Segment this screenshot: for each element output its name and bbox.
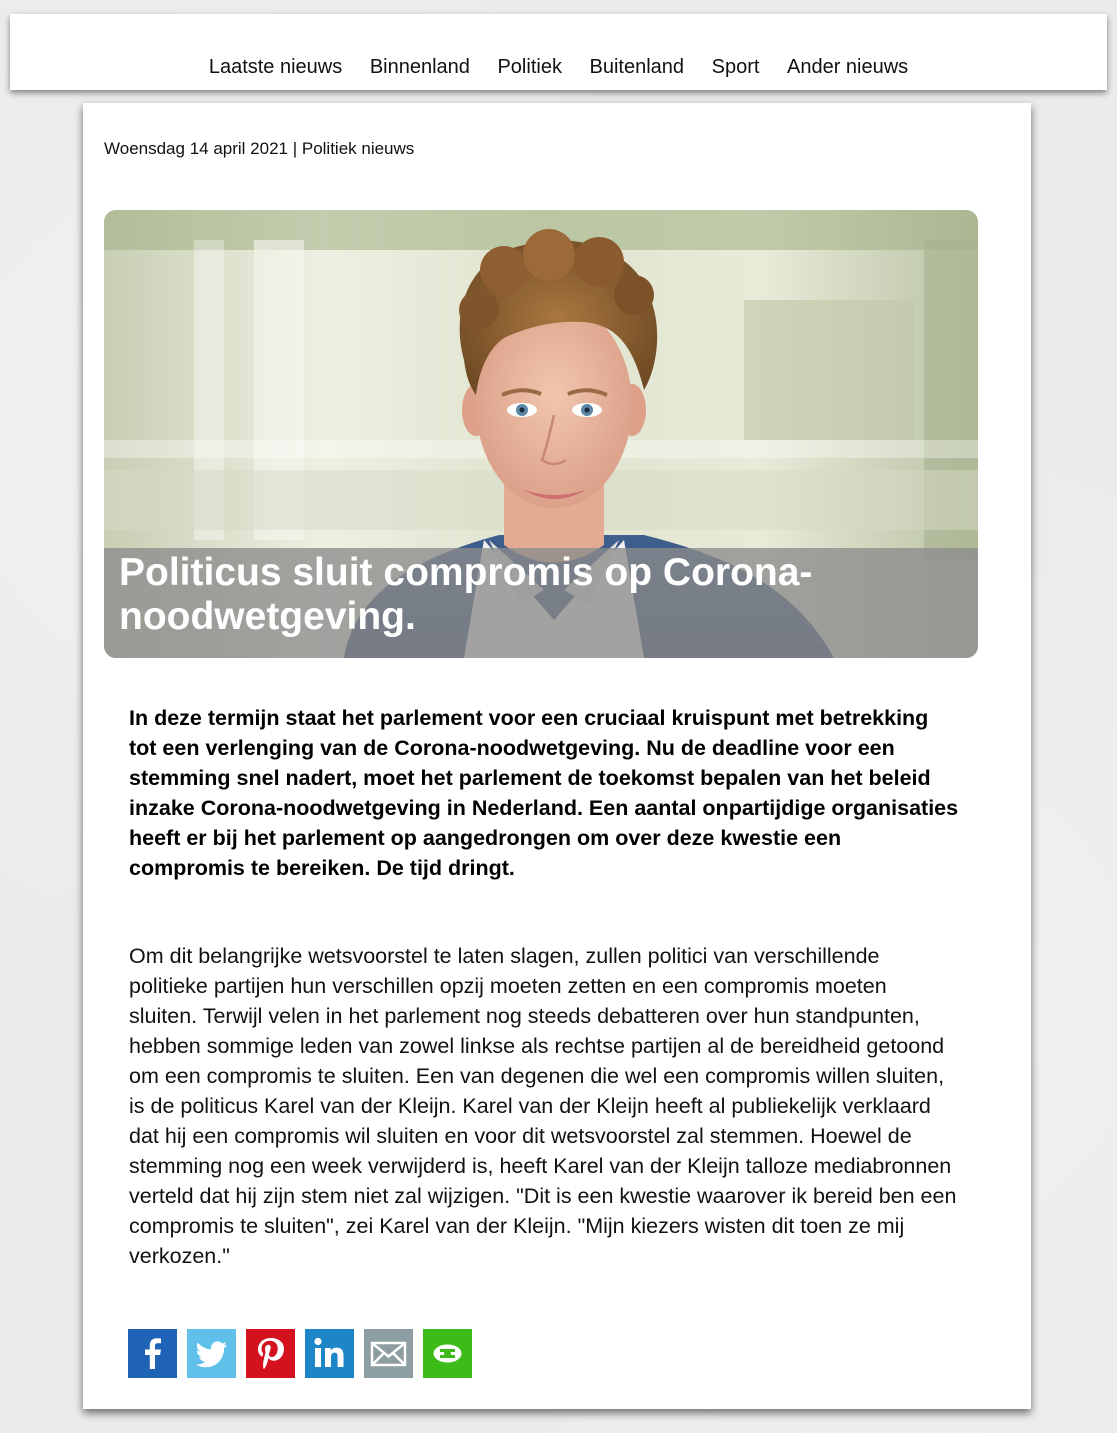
share-email-button[interactable] — [364, 1329, 413, 1378]
article-headline: Politicus sluit compromis op Corona-noodwetgeving. — [119, 551, 813, 638]
email-icon — [364, 1329, 413, 1378]
article-body: Om dit belangrijke wetsvoorstel te laten slagen, zullen politici van verschillende politieke partijen hun verschillen opzij moeten zetten en een compromis moeten sluiten. Terwijl velen in het parlement nog steeds debatteren over hun standpunten, hebben sommige leden van zowel linkse als rechtse partijen al de bereidheid getoond om een compromis te sluiten. Een van degenen die wel een compromis willen sluiten, is de politicus Karel van der Kleijn. Karel van der Kleijn heeft al publiekelijk verklaard dat hij een compromis wil sluiten en voor dit wetsvoorstel zal stemmen. Hoewel de stemming nog een week verwijderd is, heeft Karel van der Kleijn talloze mediabronnen verteld dat hij zijn stem niet zal wijzigen. "Dit is een kwestie waarover ik bereid ben een compromis te sluiten", zei Karel van der Kleijn. "Mijn kiezers wisten dit toen ze mij verkozen." — [129, 944, 957, 1268]
pinterest-icon — [246, 1329, 295, 1378]
article-card — [83, 103, 1031, 1409]
share-facebook-button[interactable] — [128, 1329, 177, 1378]
nav-ander-nieuws[interactable]: Ander nieuws — [786, 56, 909, 78]
article-lead: In deze termijn staat het parlement voor een cruciaal kruispunt met betrekking tot een verlenging van de Corona-noodwetgeving. Nu de deadline voor een stemming snel nadert, moet het parlement de toekomst bepalen van het beleid inzake Corona-noodwetgeving in Nederland. Een aantal onpartijdige organisaties heeft er bij het parlement op aangedrongen om over deze kwestie een compromis te bereiken. De tijd dringt. — [129, 706, 959, 880]
hero-image — [104, 210, 978, 658]
share-twitter-button[interactable] — [187, 1329, 236, 1378]
nav-politiek[interactable]: Politiek — [497, 56, 562, 78]
more-icon — [423, 1329, 472, 1378]
nav-sport[interactable]: Sport — [711, 56, 760, 78]
share-more-button[interactable] — [423, 1329, 472, 1378]
nav-binnenland[interactable]: Binnenland — [369, 56, 470, 78]
top-navigation-bar — [10, 14, 1107, 90]
share-pinterest-button[interactable] — [246, 1329, 295, 1378]
nav-laatste-nieuws[interactable]: Laatste nieuws — [208, 56, 343, 78]
twitter-icon — [187, 1329, 236, 1378]
share-linkedin-button[interactable] — [305, 1329, 354, 1378]
main-nav — [10, 56, 1107, 79]
share-bar — [128, 1329, 472, 1378]
linkedin-icon — [305, 1329, 354, 1378]
nav-buitenland[interactable]: Buitenland — [589, 56, 685, 78]
facebook-icon — [128, 1329, 177, 1378]
article-dateline: Woensdag 14 april 2021 | Politiek nieuws — [104, 139, 415, 158]
